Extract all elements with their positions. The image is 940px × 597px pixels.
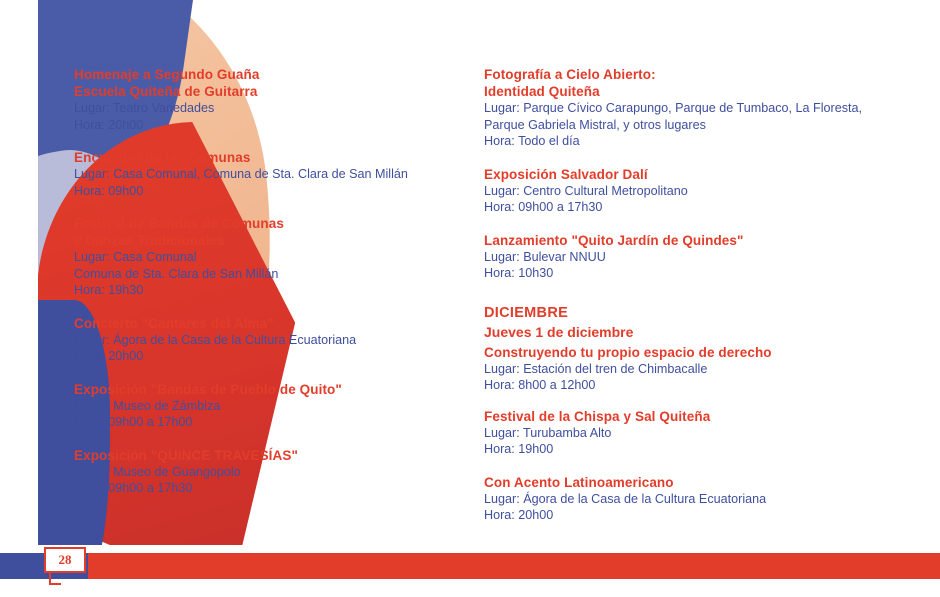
footer-white-strip — [0, 579, 940, 597]
event-title-line: Con Acento Latinoamericano — [484, 474, 674, 490]
event-time: Hora: 09h00 — [74, 183, 144, 198]
event-venue: Lugar: Museo de Zámbiza — [74, 398, 221, 413]
event-time: Hora: 10h30 — [484, 266, 554, 280]
event-entry — [484, 408, 874, 458]
event-venue: Lugar: Casa Comunal — [74, 250, 197, 264]
event-time: Hora: 20h00 — [74, 117, 144, 132]
footer-red-band — [84, 553, 940, 579]
page-number-tab — [44, 547, 86, 573]
event-entry — [484, 232, 874, 282]
event-time: Hora: 09h00 a 17h00 — [74, 415, 193, 429]
event-title-line: Exposición "Bandas de Pueblo de Quito" — [74, 381, 342, 397]
event-title-line: Fotografía a Cielo Abierto: — [484, 67, 656, 82]
event-venue-cont: Parque Gabriela Mistral, y otros lugares — [484, 117, 706, 132]
event-venue: Lugar: Museo de Guangopolo — [74, 464, 241, 479]
event-title-line: Festival de Bandas de Comunas — [74, 216, 284, 231]
event-title-line: Lanzamiento "Quito Jardín de Quindes" — [484, 232, 744, 248]
page-number: 28 — [58, 552, 72, 567]
month-heading — [484, 304, 874, 342]
event-title-line: Festival de la Chispa y Sal Quiteña — [484, 408, 711, 424]
event-time: Hora: 20h00 — [484, 508, 554, 522]
event-entry — [74, 381, 449, 431]
event-title-line: Homenaje a Segundo Guaña — [74, 67, 260, 82]
event-entry — [484, 166, 874, 216]
event-time: Hora: 09h00 a 17h30 — [74, 481, 193, 495]
day-name: Jueves 1 de diciembre — [484, 323, 634, 340]
event-title-line: Construyendo tu propio espacio de derecho — [484, 344, 772, 360]
event-venue: Lugar: Estación del tren de Chimbacalle — [484, 361, 708, 376]
event-entry — [74, 149, 449, 199]
event-venue: Lugar: Casa Comunal, Comuna de Sta. Clara de San Millán — [74, 167, 408, 181]
event-time: Hora: 20h00 — [74, 349, 144, 363]
event-time: Hora: 09h00 a 17h30 — [484, 200, 603, 214]
event-venue: Lugar: Bulevar NNUU — [484, 249, 606, 264]
event-venue: Lugar: Ágora de la Casa de la Cultura Ecuatoriana — [74, 332, 357, 347]
event-entry — [484, 474, 874, 524]
right-column — [484, 66, 874, 540]
event-entry — [484, 66, 874, 150]
event-title-line: Escuela Quiteña de Guitarra — [74, 84, 258, 99]
event-venue: Lugar: Centro Cultural Metropolitano — [484, 183, 688, 198]
event-title-line: Exposición Salvador Dalí — [484, 166, 648, 182]
event-title-line: Identidad Quiteña — [484, 84, 600, 99]
event-title-line: Encuentro de las Comunas — [74, 150, 251, 165]
event-venue: Lugar: Parque Cívico Carapungo, Parque de Tumbaco, La Floresta, — [484, 101, 863, 115]
page-number-notch — [49, 571, 61, 585]
event-time: Hora: 8h00 a 12h00 — [484, 378, 596, 392]
event-title-line: Exposición "QUINCE TRAVESÍAS" — [74, 447, 298, 463]
event-entry — [484, 344, 874, 394]
event-title-line: y Danzas Tradicionales — [74, 233, 225, 248]
event-entry — [74, 66, 449, 133]
left-column — [74, 66, 449, 513]
event-venue-cont: Comuna de Sta. Clara de San Millán — [74, 266, 279, 281]
event-entry — [74, 447, 449, 497]
event-time: Hora: 19h00 — [484, 442, 554, 456]
event-venue: Lugar: Turubamba Alto — [484, 425, 612, 440]
month-name: DICIEMBRE — [484, 304, 569, 321]
footer-bar — [0, 545, 940, 597]
event-time: Hora: 19h30 — [74, 283, 144, 297]
event-time: Hora: Todo el día — [484, 134, 580, 148]
event-title-line: Concierto "Cantares del Alma" — [74, 315, 274, 331]
event-venue: Lugar: Ágora de la Casa de la Cultura Ecuatoriana — [484, 491, 767, 506]
event-entry — [74, 215, 449, 299]
event-entry — [74, 315, 449, 365]
event-venue: Lugar: Teatro Variedades — [74, 101, 215, 115]
